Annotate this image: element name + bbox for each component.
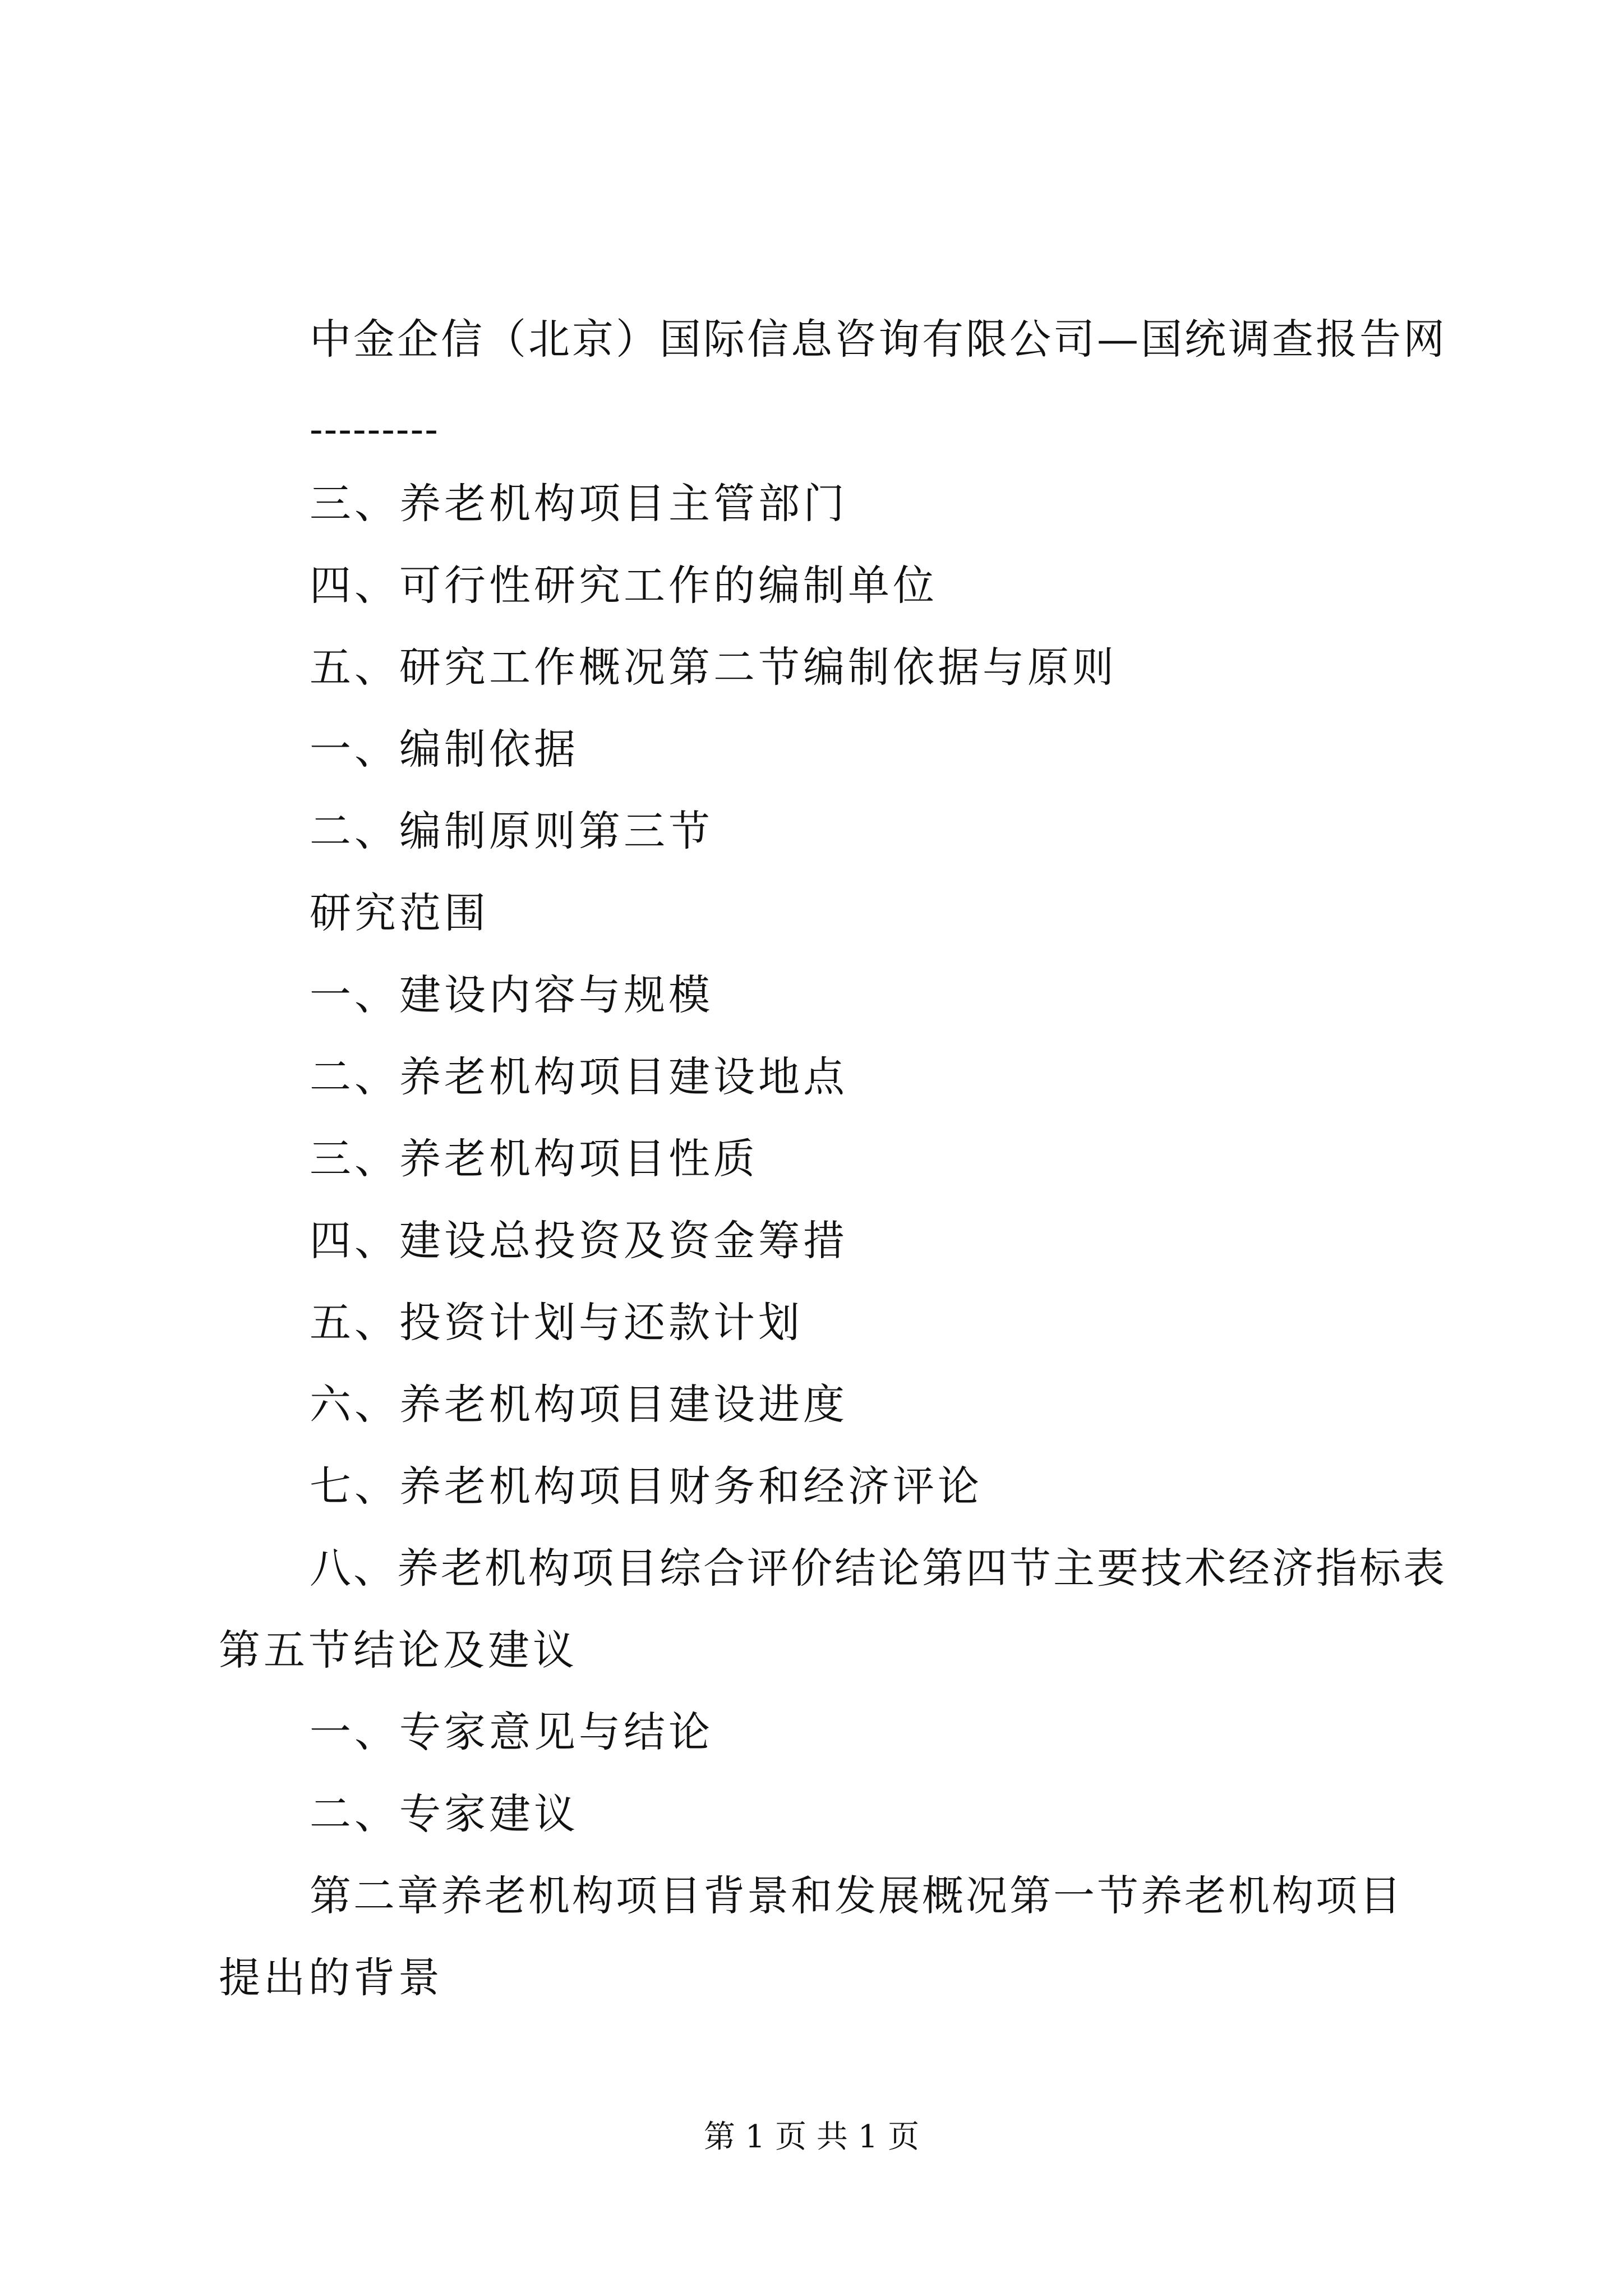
toc-line: 四、建设总投资及资金筹措 [310, 1217, 848, 1265]
toc-line: 五、投资计划与还款计划 [310, 1299, 803, 1347]
header-line: 中金企信（北京）国际信息咨询有限公司—国统调查报告网 [310, 315, 1447, 364]
toc-line: 五、研究工作概况第二节编制依据与原则 [310, 643, 1117, 692]
toc-line: 七、养老机构项目财务和经济评论 [310, 1462, 983, 1511]
toc-line: 第二章养老机构项目背景和发展概况第一节养老机构项目 [310, 1872, 1403, 1920]
toc-line: 四、可行性研究工作的编制单位 [310, 562, 938, 610]
toc-line: 八、养老机构项目综合评价结论第四节主要技术经济指标表 [310, 1544, 1447, 1593]
toc-line: 一、编制依据 [310, 725, 579, 774]
toc-line: 三、养老机构项目主管部门 [310, 480, 848, 528]
page-footer: 第 1 页 共 1 页 [703, 2119, 920, 2155]
toc-line: 一、专家意见与结论 [310, 1708, 713, 1756]
header-dashes: --------- [310, 406, 439, 452]
toc-line: 研究范围 [310, 889, 489, 937]
toc-line: 二、专家建议 [310, 1790, 579, 1838]
toc-line: 一、建设内容与规模 [310, 971, 713, 1019]
toc-line: 提出的背景 [219, 1954, 443, 2002]
toc-line: 第五节结论及建议 [219, 1626, 578, 1674]
toc-line: 六、养老机构项目建设进度 [310, 1381, 848, 1429]
toc-line: 三、养老机构项目性质 [310, 1135, 758, 1183]
toc-line: 二、养老机构项目建设地点 [310, 1053, 848, 1101]
toc-line: 二、编制原则第三节 [310, 807, 713, 855]
